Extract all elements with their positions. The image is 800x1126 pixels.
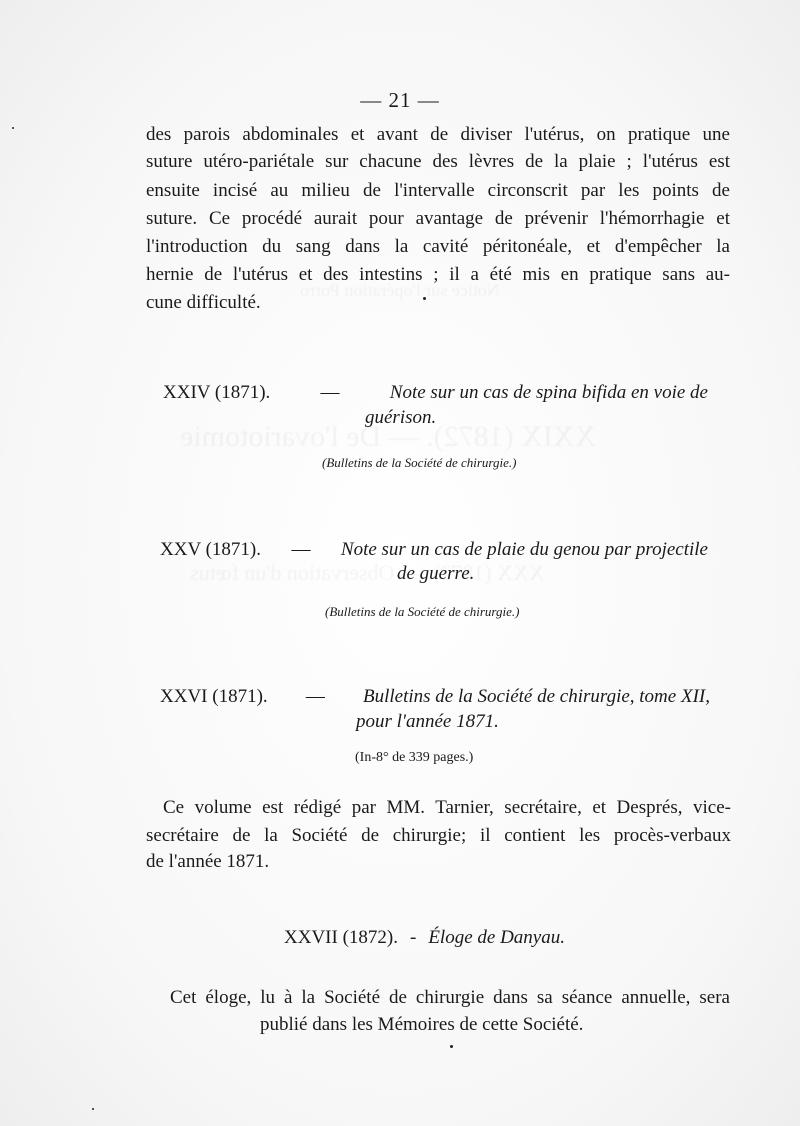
entry-title-cont: guérison. [365,407,437,428]
entry-number: XXVII (1872). [284,927,398,948]
entry-dash: - [409,927,417,948]
entry-title: Éloge de Danyau. [428,927,565,948]
bleed-through [190,560,545,586]
entry-title-cont: pour l'année 1871. [356,711,499,732]
entry-heading [160,540,708,559]
para1-line: des parois abdominales et avant de diviser l'utérus, on pratique une [146,124,730,145]
entry-title: Note sur un cas de spina bifida en voie de [389,382,708,403]
scan-speck [450,1045,453,1048]
para1-line: cune difficulté. [146,292,261,313]
entry-number: XXVI (1871). [160,686,268,707]
entry-number: XXIV (1871). [163,382,271,403]
scan-speck [92,1108,94,1110]
entry-dash: — [320,382,340,403]
entry-source: (In-8° de 339 pages.) [355,750,474,765]
entry-title: Bulletins de la Société de chirurgie, tome XII, [362,686,710,707]
para2-line: de l'année 1871. [146,851,270,872]
para1-line: ensuite incisé au milieu de l'intervalle circonscrit par les points de [146,180,730,201]
scan-speck [423,297,426,300]
scan-speck [12,127,14,129]
entry-number: XXV (1871). [160,539,261,560]
entry-heading [284,928,565,947]
entry-title-cont: de guerre. [397,563,475,584]
entry-dash: — [305,686,325,707]
para1-line: suture. Ce procédé aurait pour avantage de prévenir l'hémorrhagie et [146,208,730,229]
entry-dash: — [291,539,311,560]
entry-title: Note sur un cas de plaie du genou par projectile [340,539,708,560]
para3-line: Cet éloge, lu à la Société de chirurgie dans sa séance annuelle, sera [170,987,730,1008]
para1-line: suture utéro-pariétale sur chacune des lèvres de la plaie ; l'utérus est [146,151,730,172]
para1-line: hernie de l'utérus et des intestins ; il a été mis en pratique sans au- [146,264,730,285]
para1-line: l'introduction du sang dans la cavité péritonéale, et d'empêcher la [146,236,730,257]
page-number: — 21 — [360,88,440,112]
entry-heading [163,383,708,402]
para2-line: Ce volume est rédigé par MM. Tarnier, secrétaire, et Després, vice- [163,797,731,818]
entry-source: (Bulletins de la Société de chirurgie.) [322,455,517,470]
entry-heading [160,687,710,706]
para2-line: secrétaire de la Société de chirurgie; il contient les procès-verbaux [146,825,731,846]
entry-source: (Bulletins de la Société de chirurgie.) [325,604,520,619]
para3-line: publié dans les Mémoires de cette Société. [260,1014,584,1035]
